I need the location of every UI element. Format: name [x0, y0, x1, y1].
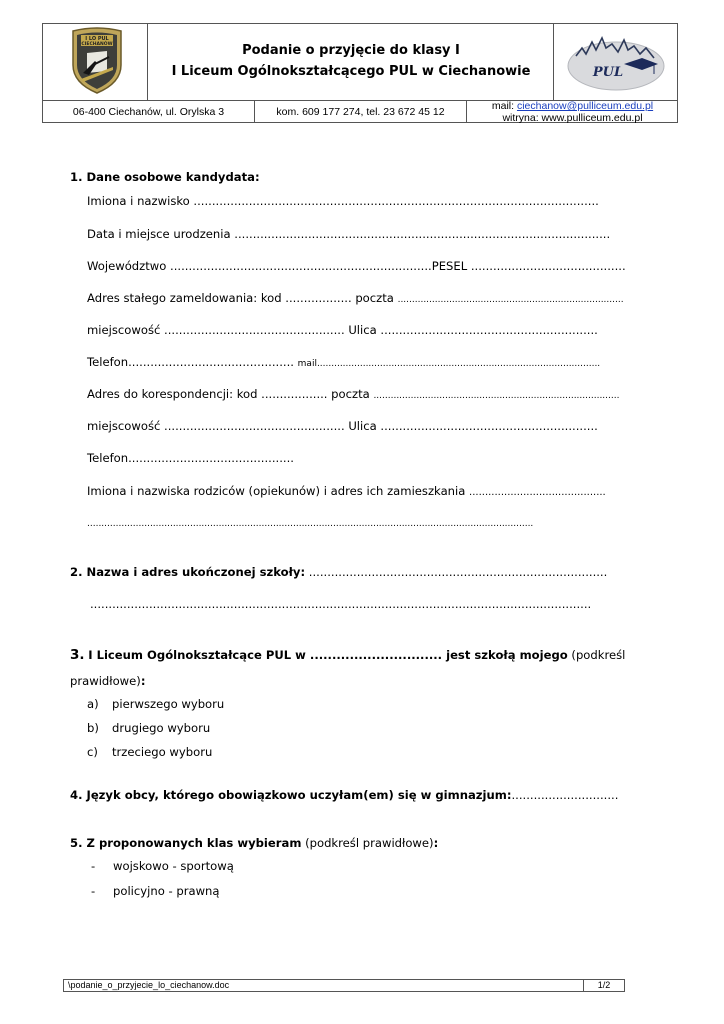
header-table: [42, 23, 678, 123]
mail-link[interactable]: ciechanow@pulliceum.edu.pl: [516, 100, 654, 112]
field-parents-continued[interactable]: ............................................................................................................................................................: [87, 519, 534, 529]
page-number: 1/2: [583, 980, 624, 991]
parents-label: Imiona i nazwiska rodziców (opiekunów) i adres ich zamieszkania: [87, 484, 466, 498]
left-logo-text-bottom: CIECHANÓW: [81, 42, 113, 47]
section-3-note: (podkreśl: [571, 648, 626, 662]
phone-label: Telefon.............................................: [87, 355, 294, 369]
option-police-law[interactable]: [91, 883, 220, 899]
section-3-note-2: prawidłowe): [70, 674, 141, 688]
section-3-number: 3.: [70, 647, 85, 663]
field-permanent-city-street[interactable]: miejscowość ................................................. Ulica ...........................................................: [87, 323, 598, 337]
field-full-name[interactable]: Imiona i nazwisko ..............................................................................................................: [87, 194, 599, 208]
correspondence-post-dots: ......................................................................................: [373, 391, 620, 401]
school-shield-logo: [67, 27, 127, 95]
permanent-address-label: Adres stałego zameldowania: kod .................. poczta: [87, 291, 394, 305]
document-title: [148, 40, 554, 82]
section-2-line[interactable]: [70, 564, 607, 580]
option-label: pierwszego wyboru: [112, 697, 225, 711]
section-3-heading: I Liceum Ogólnokształcące PUL w .............................. jest szkołą mojego: [88, 648, 568, 662]
section-5-heading: 5. Z proponowanych klas wybieram: [70, 836, 302, 850]
option-marker: b): [87, 721, 99, 735]
parents-dots: ...........................................: [469, 487, 606, 498]
section-4-line[interactable]: [70, 787, 618, 803]
field-phone-mail[interactable]: [87, 354, 600, 372]
option-third-choice[interactable]: [87, 744, 213, 760]
title-line-2: I Liceum Ogólnokształcącego PUL w Ciechanowie: [171, 64, 531, 79]
field-correspondence-phone[interactable]: Telefon.............................................: [87, 451, 294, 465]
option-first-choice[interactable]: [87, 696, 225, 712]
option-label: policyjno - prawną: [113, 884, 220, 898]
school-address: 06-400 Ciechanów, ul. Orylska 3: [72, 106, 225, 118]
footer-bar: [63, 979, 625, 992]
option-marker: a): [87, 697, 99, 711]
section-3-note-line-2: [70, 673, 145, 689]
section-3-line: [70, 647, 625, 663]
mail-label: mail:: [491, 100, 517, 112]
field-parents[interactable]: [87, 483, 606, 501]
option-label: trzeciego wyboru: [112, 745, 213, 759]
permanent-post-dots: ...............................................................................: [397, 295, 624, 305]
option-label: drugiego wyboru: [112, 721, 211, 735]
option-marker: -: [91, 859, 96, 873]
right-logo-text: PUL: [592, 65, 624, 80]
section-4-heading: 4. Język obcy, którego obowiązkowo uczyłam(em) się w gimnazjum:: [70, 788, 512, 802]
language-dots: .............................: [511, 788, 619, 802]
section-2-heading: 2. Nazwa i adres ukończonej szkoły:: [70, 565, 306, 579]
option-second-choice[interactable]: [87, 720, 211, 736]
correspondence-address-label: Adres do korespondencji: kod .................. poczta: [87, 387, 370, 401]
website-text: witryna: www.pulliceum.edu.pl: [502, 112, 643, 124]
section-5-colon: :: [433, 836, 439, 850]
address-cell: [43, 101, 254, 123]
section-5-note: (podkreśl prawidłowe): [305, 836, 434, 850]
school-dots-line-2[interactable]: ........................................................................................................................................: [90, 597, 592, 611]
field-birth-date-place[interactable]: Data i miejsce urodzenia ......................................................................................................: [87, 227, 611, 241]
field-correspondence-city-street[interactable]: miejscowość ................................................. Ulica ...........................................................: [87, 419, 598, 433]
option-label: wojskowo - sportową: [113, 859, 234, 873]
phone-cell: [255, 101, 466, 123]
section-1-heading: 1. Dane osobowe kandydata:: [70, 170, 260, 184]
option-marker: c): [87, 745, 98, 759]
pesel-label: PESEL ..........................................: [431, 259, 626, 273]
title-line-1: Podanie o przyjęcie do klasy I: [242, 43, 460, 58]
school-dots: .................................................................................: [308, 565, 608, 579]
option-marker: -: [91, 884, 96, 898]
section-3-colon: :: [140, 674, 146, 688]
field-voivodeship[interactable]: [87, 258, 626, 274]
pul-logo: [562, 30, 670, 92]
contact-cell: [467, 101, 678, 123]
mail-field-label: mail...................................................................................................: [297, 359, 601, 369]
left-logo-text-top: I LO PUL: [85, 36, 109, 42]
footer-filename: \podanie_o_przyjecie_lo_ciechanow.doc: [68, 980, 230, 990]
section-5-line: [70, 835, 438, 851]
school-phones: kom. 609 177 274, tel. 23 672 45 12: [276, 106, 445, 118]
voivodeship-label: Województwo .......................................................................: [87, 259, 432, 273]
field-permanent-address[interactable]: [87, 290, 624, 308]
field-correspondence-address[interactable]: [87, 386, 619, 404]
option-military-sport[interactable]: [91, 858, 234, 874]
